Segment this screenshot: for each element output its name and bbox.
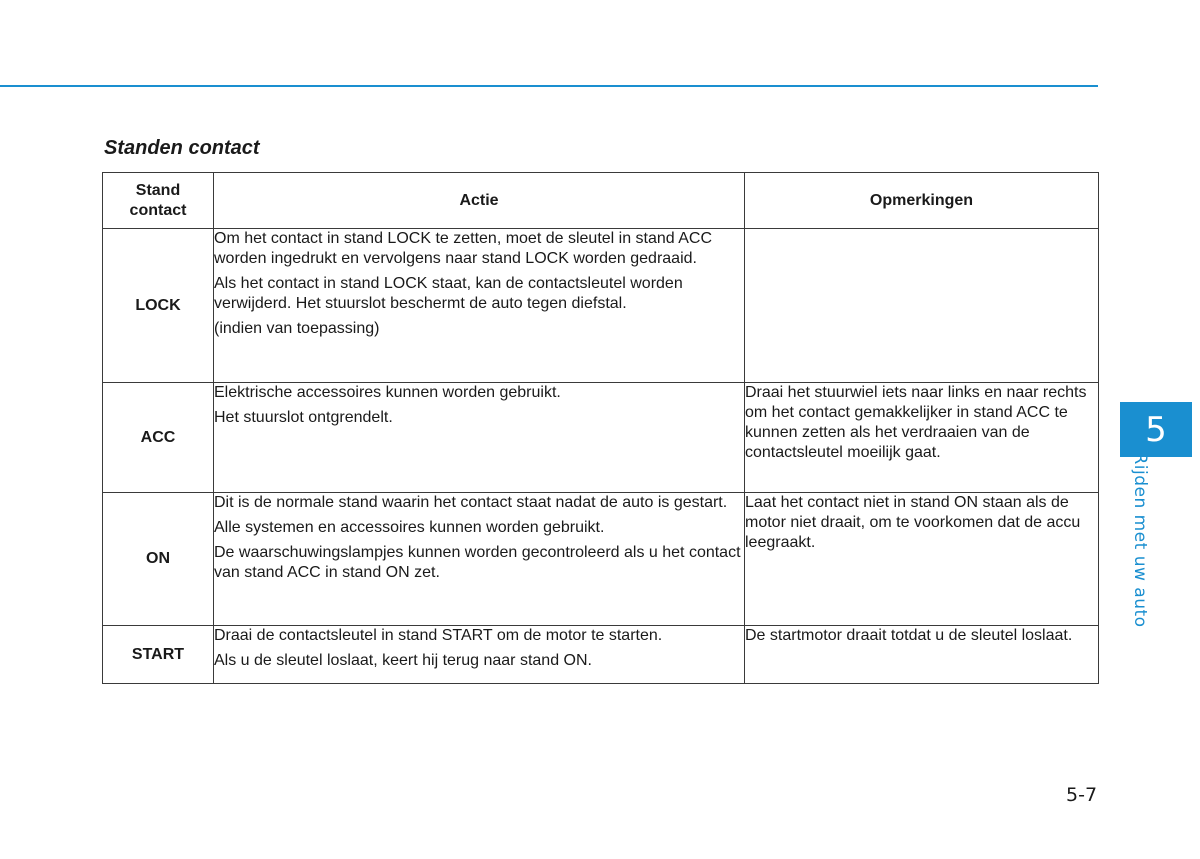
action-text: Om het contact in stand LOCK te zetten, moet de sleutel in stand ACC worden ingedrukt en vervolgens naar stand LOCK worden gedraaid. xyxy=(214,230,713,267)
action-text: Draai de contactsleutel in stand START om de motor te starten. xyxy=(214,627,663,644)
action-text: Elektrische accessoires kunnen worden gebruikt. xyxy=(214,384,561,401)
column-header-position: Stand contact xyxy=(103,173,214,229)
notes-text: De startmotor draait totdat u de sleutel loslaat. xyxy=(745,627,1073,644)
action-text: Het stuurslot ontgrendelt. xyxy=(214,409,393,426)
action-text: Dit is de normale stand waarin het contact staat nadat de auto is gestart. xyxy=(214,494,728,511)
column-header-action: Actie xyxy=(214,173,745,229)
position-cell: ACC xyxy=(103,383,214,493)
table-row-on xyxy=(103,493,1099,626)
notes-cell xyxy=(745,493,1099,626)
header-rule xyxy=(0,85,1098,87)
action-cell xyxy=(214,626,745,684)
notes-cell xyxy=(745,383,1099,493)
section-title: Standen contact xyxy=(104,137,260,159)
chapter-label-text: Rijden met uw auto xyxy=(1130,452,1150,628)
position-cell: LOCK xyxy=(103,229,214,383)
action-text: De waarschuwingslampjes kunnen worden gecontroleerd als u het contact van stand ACC in stand ON zet. xyxy=(214,544,741,581)
table-header-row xyxy=(103,173,1099,229)
notes-cell xyxy=(745,229,1099,383)
action-cell xyxy=(214,229,745,383)
action-text: (indien van toepassing) xyxy=(214,320,380,337)
position-cell: ON xyxy=(103,493,214,626)
notes-text: Draai het stuurwiel iets naar links en naar rechts om het contact gemakkelijker in stand ACC te kunnen zetten als het verdraaien van de contactsleutel moeilijk gaat. xyxy=(745,384,1087,461)
action-cell xyxy=(214,493,745,626)
column-header-notes: Opmerkingen xyxy=(745,173,1099,229)
table-row-acc xyxy=(103,383,1099,493)
action-text: Als u de sleutel loslaat, keert hij terug naar stand ON. xyxy=(214,652,592,669)
notes-cell xyxy=(745,626,1099,684)
table-row-lock xyxy=(103,229,1099,383)
page-number: 5-7 xyxy=(1066,784,1098,806)
table-row-start xyxy=(103,626,1099,684)
action-text: Alle systemen en accessoires kunnen worden gebruikt. xyxy=(214,519,605,536)
action-cell xyxy=(214,383,745,493)
chapter-number-tab: 5 xyxy=(1120,402,1192,457)
position-cell: START xyxy=(103,626,214,684)
notes-text: Laat het contact niet in stand ON staan als de motor niet draait, om te voorkomen dat de accu leegraakt. xyxy=(745,494,1081,551)
action-text: Als het contact in stand LOCK staat, kan de contactsleutel worden verwijderd. Het stuurslot beschermt de auto tegen diefstal. xyxy=(214,275,683,312)
ignition-positions-table xyxy=(102,172,1099,684)
